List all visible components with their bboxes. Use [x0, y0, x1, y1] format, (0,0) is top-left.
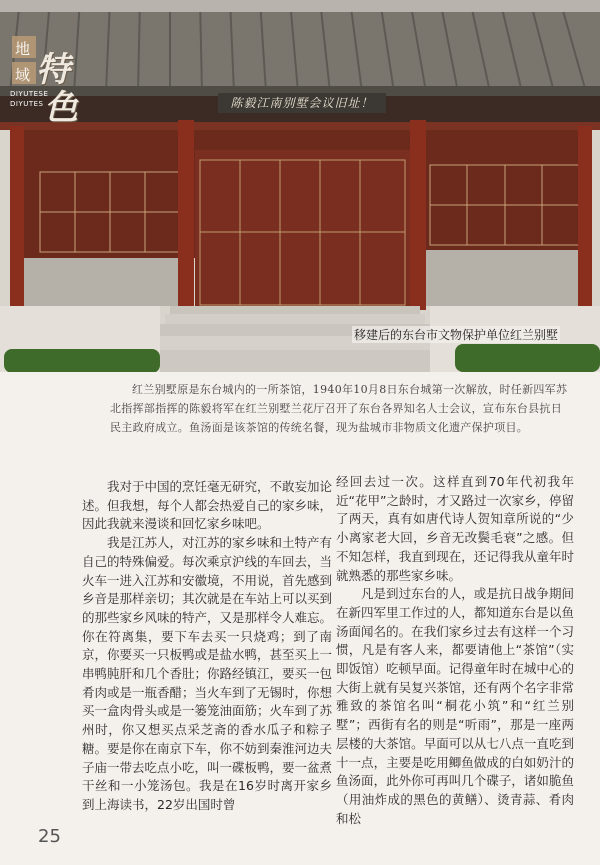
photo-caption: 移建后的东台市文物保护单位红兰别墅 [354, 328, 559, 342]
plaque-banner: 陈毅江南别墅会议旧址！ [218, 93, 386, 113]
body-paragraph: 我是江苏人，对江苏的家乡味和土特产有自己的特殊偏爱。每次乘京沪线的车回去，当火车一进入江苏和安徽境，不用说，首先感到乡音是那样亲切；其次就是在车站上可以买到的那些家乡风味的特产，又是那样令人难忘。你在符离集，要下车去买一只烧鸡；到了南京，你要买一只板鸭或是盐水鸭，甚至买上一串鸭肫肝和几个香肚；你路经镇江，要买一包肴肉或是一瓶香醋；当火车到了无锡时，你想买一盒肉骨头或是一篓笼油面筋；火车到了苏州时，你又想买点采芝斋的香水瓜子和粽子糖。要是你在南京下车，你不妨到秦淮河边夫子庙一带去吃点小吃，叫一碟板鸭，要一盆煮干丝和一小笼汤包。我是在16岁时离开家乡到上海读书，22岁出国时曾 [82, 535, 333, 812]
badge-big-char: 色 [44, 88, 78, 128]
body-paragraph: 经回去过一次。这样直到70年代初我年近“花甲”之龄时，才又路过一次家乡，停留了两天，真有如唐代诗人贺知章所说的“少小离家老大回，乡音无改鬓毛衰”之感。但不知怎样，我直到现在，还记得我从童年时就熟悉的那些家乡味。 [336, 474, 574, 583]
badge-char: 地 [15, 40, 31, 58]
badge-big-char: 特 [36, 50, 70, 90]
intro-paragraph: 红兰别墅原是东台城内的一所茶馆，1940年10月8日东台城第一次解放，时任新四军苏北指挥部指挥的陈毅将军在红兰别墅兰花厅召开了东台各界知名人士会议，宣布东台县抗日民主政府成立。鱼汤面是该茶馆的传统名餐，现为盐城市非物质文化遗产保护项目。 [110, 383, 568, 434]
building-photo [0, 0, 600, 372]
badge-english: DIYUTESE [10, 90, 49, 98]
badge-char: 域 [15, 66, 31, 84]
page-number: 25 [38, 826, 61, 847]
body-column-left [82, 478, 332, 815]
body-column-right [336, 473, 574, 828]
body-paragraph: 我对于中国的烹饪毫无研究，不敢妄加论述。但我想，每个人都会热爱自己的家乡味，因此我就来漫谈和回忆家乡味吧。 [82, 479, 333, 532]
badge-english: DIYUTES [10, 100, 44, 108]
section-badge [6, 32, 98, 128]
body-paragraph: 凡是到过东台的人，或是抗日战争期间在新四军里工作过的人，都知道东台是以鱼汤面闻名的。在我们家乡过去有这样一个习惯，凡是有客人来，都要请他上“茶馆”（实即饭馆）吃顿早面。记得童年时在城中心的大街上就有吴复兴茶馆，还有两个名字非常雅致的茶馆名叫“桐花小筑”和“红兰别墅”；西街有名的则是“听雨”，那是一座两层楼的大茶馆。早面可以从七八点一直吃到十一点，主要是吃用鲫鱼做成的白如奶汁的鱼汤面，此外你可再叫几个碟子，诸如脆鱼（用油炸成的黑色的黄鳝）、烫青蒜、肴肉和松 [336, 586, 574, 826]
